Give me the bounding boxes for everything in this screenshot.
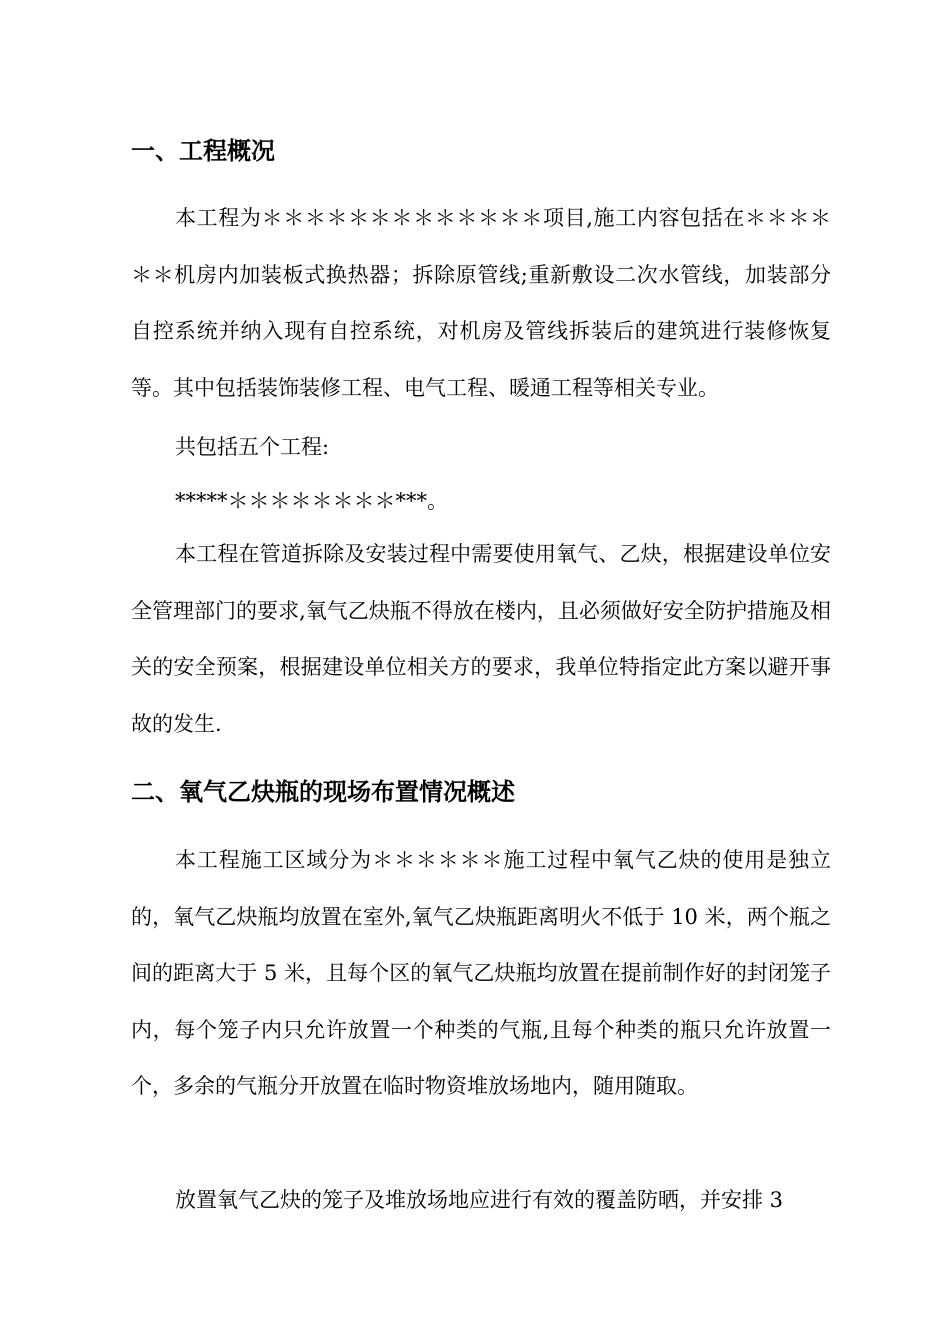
section-heading-overview: 一、工程概况 [131, 137, 275, 165]
paragraph-project-list: *****＊＊＊＊＊＊＊＊***。 [175, 489, 448, 513]
paragraph-five-projects: 共包括五个工程: [175, 435, 330, 459]
section-heading-cylinder-layout: 二、氧气乙炔瓶的现场布置情况概述 [131, 778, 515, 806]
paragraph-cylinder-placement: 本工程施工区域分为＊＊＊＊＊＊施工过程中氧气乙炔的使用是独立的，氧气乙炔瓶均放置在室外,氧气乙炔瓶距离明火不低于 10 米，两个瓶之间的距离大于 5 米，且每个区的氧气乙炔瓶均放置在提前制作好的封闭笼子内，每个笼子内只允许放置一个种类的气瓶,且每个种类的瓶只允许放置一个，多余的气瓶分开放置在临时物资堆放场地内，随用随取。 [131, 848, 831, 1098]
paragraph-safety-requirement: 本工程在管道拆除及安装过程中需要使用氧气、乙炔，根据建设单位安全管理部门的要求,氧气乙炔瓶不得放在楼内，且必须做好安全防护措施及相关的安全预案，根据建设单位相关方的要求，我单位特指定此方案以避开事故的发生. [131, 542, 831, 736]
paragraph-project-description: 本工程为＊＊＊＊＊＊＊＊＊＊＊＊＊项目,施工内容包括在＊＊＊＊＊＊机房内加装板式换热器；拆除原管线;重新敷设二次水管线，加装部分自控系统并纳入现有自控系统，对机房及管线拆装后的建筑进行装修恢复等。其中包括装饰装修工程、电气工程、暖通工程等相关专业。 [131, 206, 831, 400]
paragraph-sun-protection: 放置氧气乙炔的笼子及堆放场地应进行有效的覆盖防晒，并安排 3 [175, 1188, 784, 1212]
